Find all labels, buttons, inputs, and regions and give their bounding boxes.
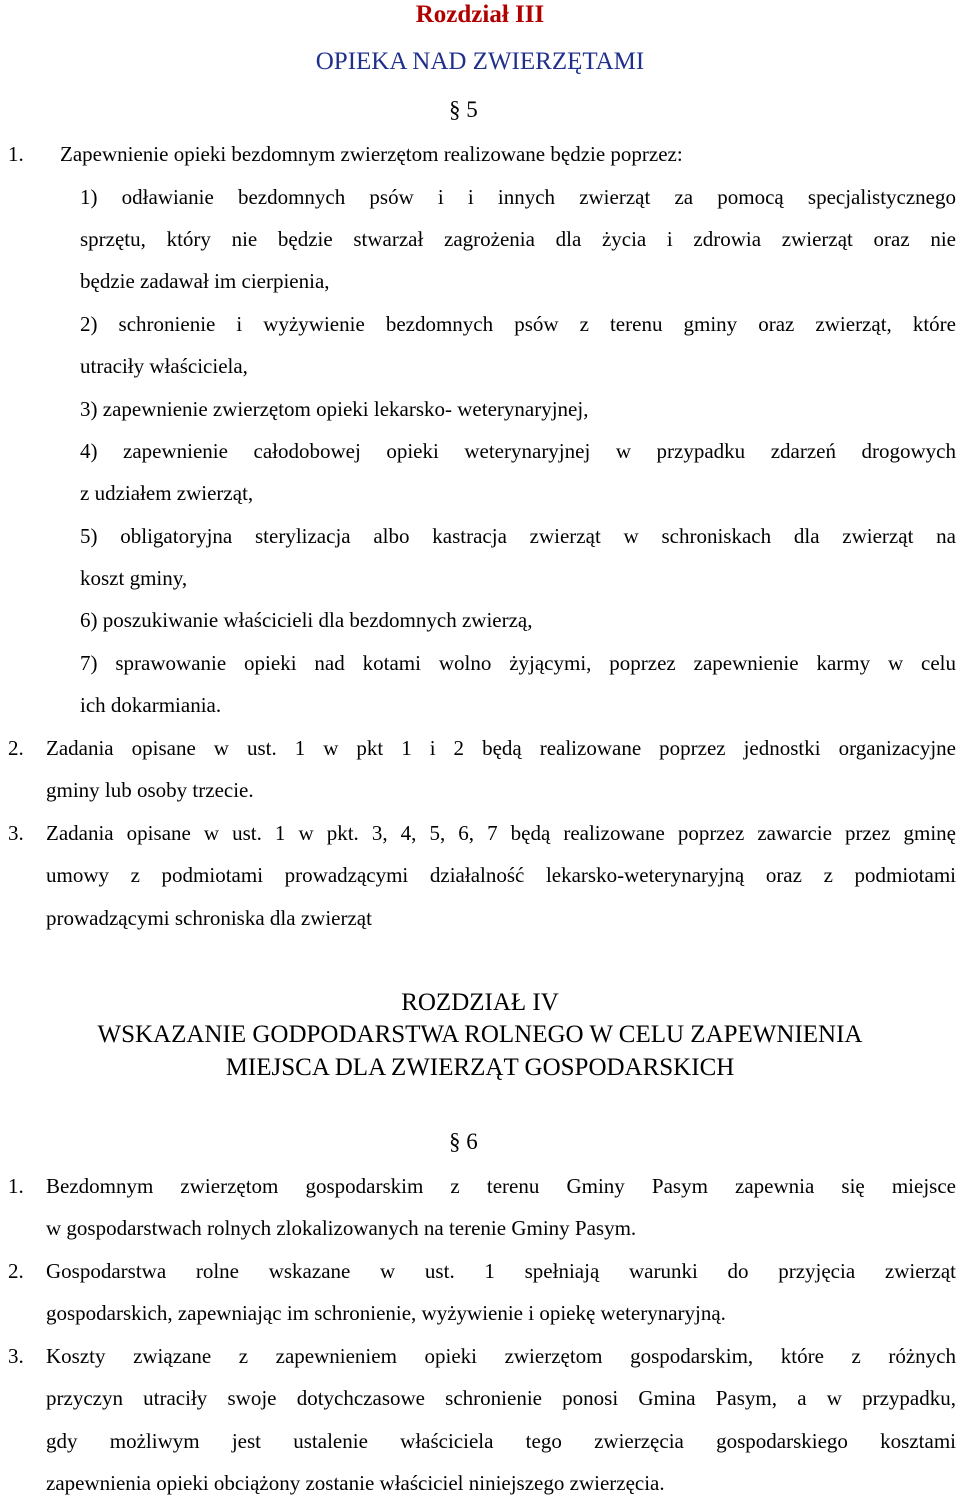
paragraph-text: Zadania opisane w ust. 1 w pkt 1 i 2 będą realizowane poprzez jednostki organizacyjne <box>46 736 956 760</box>
list-item-text: 2) schronienie i wyżywienie bezdomnych psów z terenu gminy oraz zwierząt, które <box>80 312 956 336</box>
paragraph-text: Zadania opisane w ust. 1 w pkt. 3, 4, 5, 6, 7 będą realizowane poprzez zawarcie przez gminę <box>46 821 956 845</box>
paragraph-text: zapewnienia opieki obciążony zostanie właściciel niniejszego zwierzęcia. <box>46 1471 665 1495</box>
section-symbol: § <box>449 1129 461 1154</box>
list-item-text: będzie zadawał im cierpienia, <box>80 269 330 293</box>
paragraph-text: Koszty związane z zapewnieniem opieki zwierzętom gospodarskim, które z różnych <box>46 1344 956 1368</box>
list-item-text: 5) obligatoryjna sterylizacja albo kastracja zwierząt w schroniskach dla zwierząt na <box>80 524 956 548</box>
list-item-text: 6) poszukiwanie właścicieli dla bezdomnych zwierzą, <box>80 608 533 632</box>
paragraph-number: 1. <box>8 142 24 166</box>
paragraph-text: przyczyn utraciły swoje dotychczasowe schronienie ponosi Gmina Pasym, a w przypadku, <box>46 1386 956 1410</box>
list-item-text: z udziałem zwierząt, <box>80 481 254 505</box>
chapter-3-title: Rozdział III <box>415 1 545 28</box>
list-item-text: 3) zapewnienie zwierzętom opieki lekarsko- weterynaryjnej, <box>80 397 589 421</box>
list-item-text: ich dokarmiania. <box>80 693 222 717</box>
list-item-text: utraciły właściciela, <box>80 354 248 378</box>
paragraph-number: 3. <box>8 821 24 845</box>
chapter-4-subtitle: WSKAZANIE GODPODARSTWA ROLNEGO W CELU ZAPEWNIENIA <box>97 1021 863 1048</box>
paragraph-number: 1. <box>8 1174 24 1198</box>
paragraph-text: prowadzącymi schroniska dla zwierząt <box>46 906 372 930</box>
paragraph-number: 3. <box>8 1344 24 1368</box>
paragraph-text: gospodarskich, zapewniając im schronienie, wyżywienie i opiekę weterynaryjną. <box>46 1301 726 1325</box>
section-number: 6 <box>466 1129 478 1154</box>
list-item-text: 1) odławianie bezdomnych psów i i innych zwierząt za pomocą specjalistycznego <box>80 185 956 209</box>
paragraph-text: Zapewnienie opieki bezdomnym zwierzętom realizowane będzie poprzez: <box>60 142 683 166</box>
paragraph-number: 2. <box>8 1259 24 1283</box>
list-item-text: 7) sprawowanie opieki nad kotami wolno żyjącymi, poprzez zapewnienie karmy w celu <box>80 651 956 675</box>
chapter-4-title: ROZDZIAŁ IV <box>401 989 559 1016</box>
section-6-heading <box>449 1129 478 1155</box>
section-symbol: § <box>449 97 461 122</box>
list-item-text: sprzętu, który nie będzie stwarzał zagrożenia dla życia i zdrowia zwierząt oraz nie <box>80 227 956 251</box>
paragraph-text: gdy możliwym jest ustalenie właściciela tego zwierzęcia gospodarskiego kosztami <box>46 1429 956 1453</box>
list-item-text: koszt gminy, <box>80 566 188 590</box>
paragraph-text: umowy z podmiotami prowadzącymi działalność lekarsko-weterynaryjną oraz z podmiotami <box>46 863 956 887</box>
paragraph-text: gminy lub osoby trzecie. <box>46 778 254 802</box>
paragraph-text: Gospodarstwa rolne wskazane w ust. 1 spełniają warunki do przyjęcia zwierząt <box>46 1259 956 1283</box>
paragraph-text: w gospodarstwach rolnych zlokalizowanych na terenie Gminy Pasym. <box>46 1216 637 1240</box>
section-number: 5 <box>466 97 478 122</box>
chapter-4-subtitle: MIEJSCA DLA ZWIERZĄT GOSPODARSKICH <box>225 1054 735 1081</box>
list-item-text: 4) zapewnienie całodobowej opieki weterynaryjnej w przypadku zdarzeń drogowych <box>80 439 956 463</box>
paragraph-number: 2. <box>8 736 24 760</box>
chapter-3-subtitle: OPIEKA NAD ZWIERZĘTAMI <box>315 48 645 75</box>
paragraph-text: Bezdomnym zwierzętom gospodarskim z terenu Gminy Pasym zapewnia się miejsce <box>46 1174 956 1198</box>
section-5-heading <box>449 97 478 123</box>
